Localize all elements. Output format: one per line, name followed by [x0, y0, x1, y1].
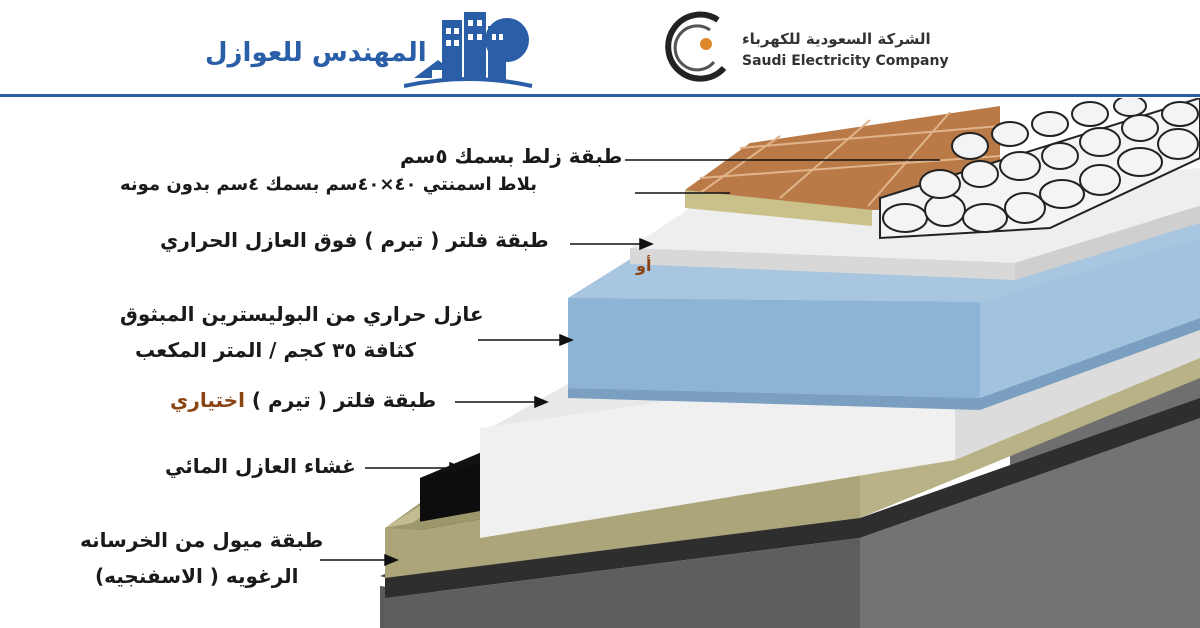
brand-name: المهندس للعوازل: [205, 38, 427, 68]
roof-layers-diagram: [0, 98, 1200, 628]
tiles-layer-label: بلاط اسمنتي ٤٠×٤٠سم بسمك ٤سم بدون مونه: [120, 174, 537, 195]
filter-optional-layer-label: [170, 388, 436, 412]
sec-name-english: Saudi Electricity Company: [742, 53, 949, 69]
brand-logo-icon: [404, 8, 534, 90]
insulation-layer-label-line2: كثافة ٣٥ كجم / المتر المكعب: [135, 338, 417, 362]
or-label: أو: [636, 256, 652, 275]
filter-top-layer-label: طبقة فلتر ( تيرم ) فوق العازل الحراري: [160, 228, 549, 252]
optional-tag: اختياري: [170, 388, 245, 412]
slope-layer-label-line1: طبقة ميول من الخرسانه: [80, 528, 324, 552]
header: [0, 0, 1200, 96]
slope-layer-label-line2: الرغويه ( الاسفنجيه): [95, 564, 299, 588]
gravel-layer-label: طبقة زلط بسمك ٥سم: [400, 144, 623, 168]
filter-optional-text: طبقة فلتر ( تيرم ): [251, 388, 437, 412]
sec-name-arabic: الشركة السعودية للكهرباء: [742, 30, 931, 48]
header-divider: [0, 94, 1200, 97]
sec-logo-icon: [662, 10, 734, 88]
membrane-layer-label: غشاء العازل المائي: [165, 454, 356, 478]
insulation-layer-label-line1: عازل حراري من البوليسترين المبثوق: [120, 302, 484, 326]
